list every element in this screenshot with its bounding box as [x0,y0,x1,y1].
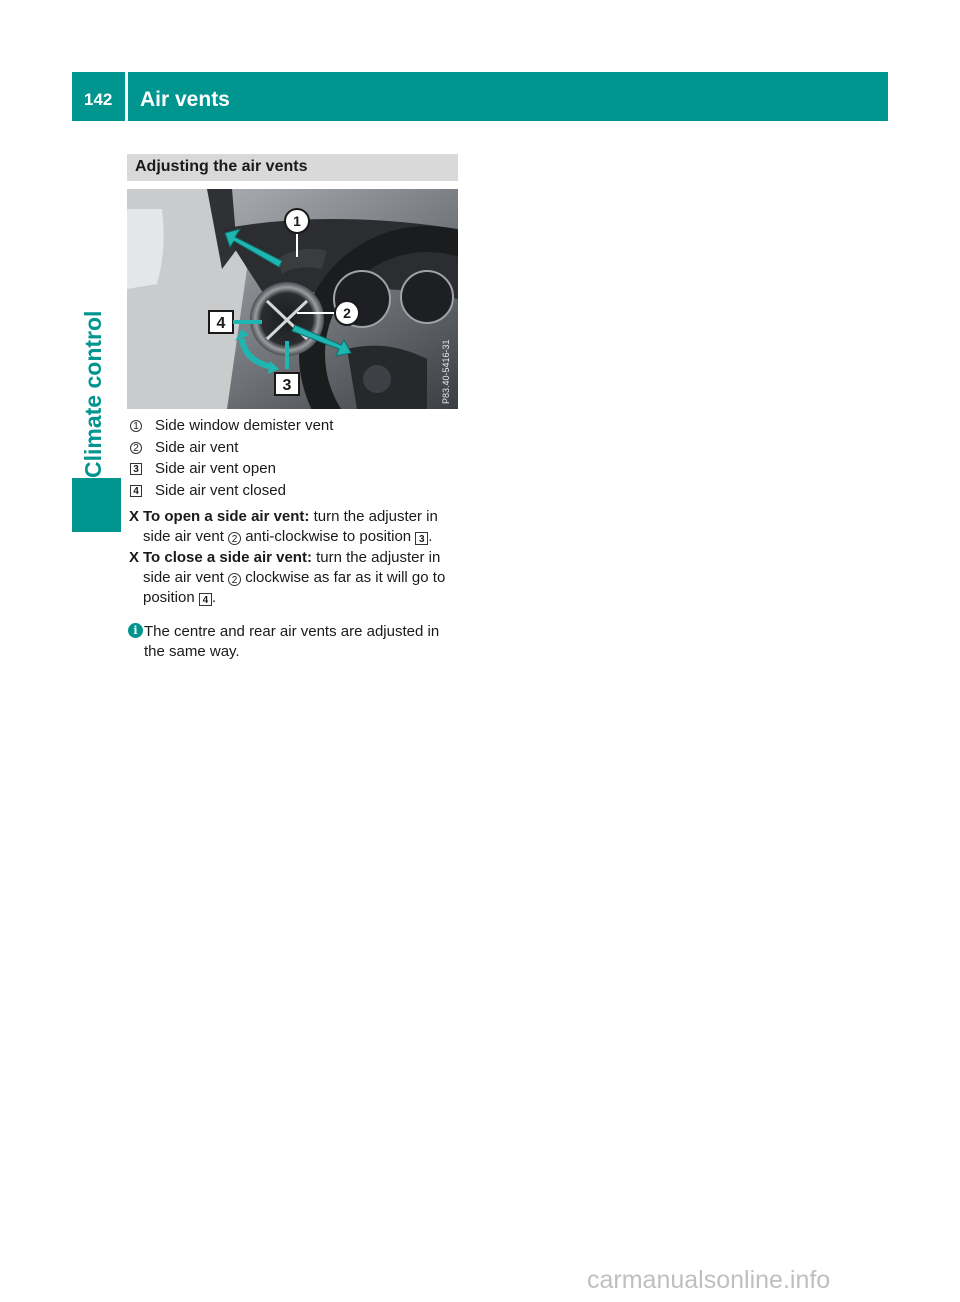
instruction-text: clockwise as far as it will go to position [143,569,446,606]
legend-symbol: 3 [130,463,142,475]
figure-code: P83.40-5416-31 [441,339,451,404]
legend-item [127,459,462,481]
legend-symbol: 4 [130,485,142,497]
info-note: The centre and rear air vents are adjusted in the same way. [144,623,440,660]
section-heading: Adjusting the air vents [127,154,458,181]
instruction-text: turn the adjuster in side air vent [143,549,441,586]
legend-text: Side window demister vent [155,417,334,434]
legend-item [127,438,462,460]
instruction-marker: X [129,508,140,525]
callout-2: 2 [343,305,351,321]
legend-text: Side air vent [155,438,239,456]
air-vent-illustration [127,189,458,409]
side-tab-block [72,478,121,532]
instruction-text: . [428,528,433,545]
header-divider [125,72,128,121]
legend-text: Side air vent open [155,460,276,477]
watermark: carmanualsonline.info [587,1266,831,1294]
page-header [72,72,888,121]
legend [127,416,462,502]
instruction-heading: To close a side air vent: [143,549,312,566]
legend-symbol: 2 [130,442,142,454]
instruction-close [127,548,462,608]
instruction-text: anti-clockwise to position [241,528,416,545]
callout-3: 3 [282,377,292,394]
ref-symbol: 3 [415,532,428,545]
legend-symbol: 1 [130,420,142,432]
ref-symbol: 2 [228,532,241,545]
legend-text: Side air vent closed [155,481,286,499]
instruction-text: turn the adjuster in side air vent [143,508,438,545]
header-title: Air vents [140,88,230,111]
instruction-open [127,507,462,547]
legend-item [127,481,462,503]
info-icon: i [128,623,143,638]
page-number: 142 [84,90,113,109]
legend-item [127,416,462,438]
air-vent-figure [127,189,458,409]
callout-4: 4 [216,315,226,332]
instruction-marker: X [129,549,140,566]
ref-symbol: 4 [199,593,212,606]
ref-symbol: 2 [228,573,241,586]
callout-1: 1 [293,213,301,229]
side-tab-label: Climate control [80,310,106,478]
instruction-text: . [211,589,217,606]
instruction-heading: To open a side air vent: [143,508,310,525]
